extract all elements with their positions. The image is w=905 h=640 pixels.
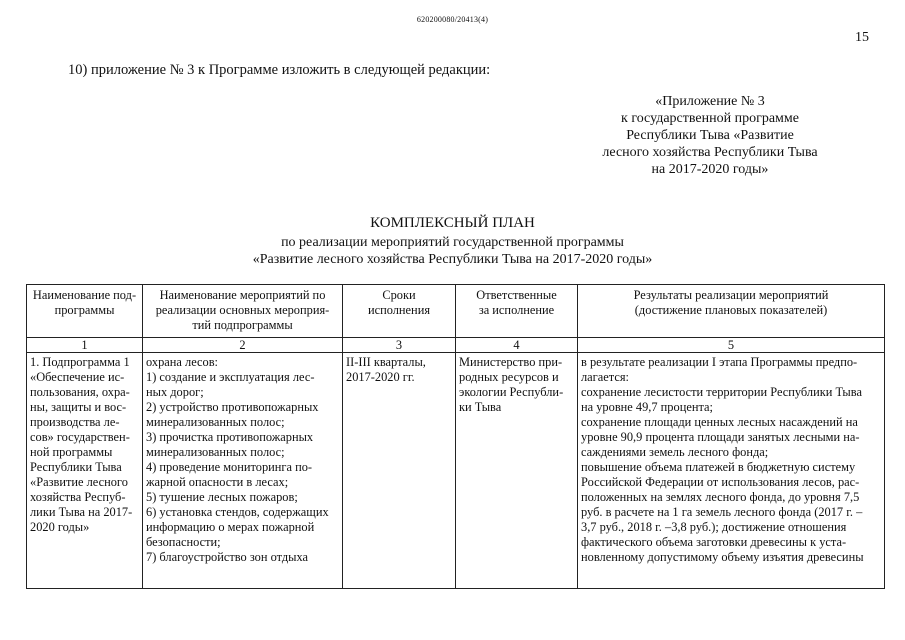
cell-text-line: Российской Федерации от использования лесов, рас- xyxy=(581,475,860,489)
activities-cell xyxy=(143,353,343,589)
header-cell: Наименование под- программы xyxy=(27,285,143,338)
cell-text-line: производства ле- xyxy=(30,415,120,429)
cell-text-line: 2) устройство противопожарных xyxy=(146,400,319,414)
cell-text-line: фактического объема заготовки древесины к уста- xyxy=(581,535,847,549)
appendix-line: «Приложение № 3 xyxy=(655,94,765,109)
cell-text-line: руб. в расчете на 1 га земель лесного фонда (2017 г. – xyxy=(581,505,863,519)
plan-subtitle-line: «Развитие лесного хозяйства Республики Тыва на 2017-2020 годы» xyxy=(252,252,653,267)
appendix-line: к государственной программе xyxy=(621,111,799,126)
header-cell: Результаты реализации мероприятий (достижение плановых показателей) xyxy=(578,285,885,338)
cell-text-line: хозяйства Респуб- xyxy=(30,490,126,504)
cell-text-line: 3,7 руб., 2018 г. –3,8 руб.); достижение отношения xyxy=(581,520,847,534)
cell-text-line: 1) создание и эксплуатация лес- xyxy=(146,370,315,384)
cell-text-line: 7) благоустройство зон отдыха xyxy=(146,550,309,564)
cell-text-line: родных ресурсов и xyxy=(459,370,559,384)
cell-text-line: на уровне 49,7 процента; xyxy=(581,400,713,414)
cell-text-line: лики Тыва на 2017- xyxy=(30,505,133,519)
cell-text-line: ных дорог; xyxy=(146,385,204,399)
cell-text-line: 2020 годы» xyxy=(30,520,90,534)
cell-text-line: повышение объема платежей в бюджетную систему xyxy=(581,460,856,474)
plan-title: КОМПЛЕКСНЫЙ ПЛАН xyxy=(370,215,535,231)
column-number: 2 xyxy=(143,338,343,353)
cell-text-line: уровне 90,9 процента площади занятых лесными на- xyxy=(581,430,860,444)
header-cell: Наименование мероприятий по реализации основных мероприя- тий подпрограммы xyxy=(143,285,343,338)
document-number: 620200080/20413(4) xyxy=(416,15,489,24)
cell-text-line: Министерство при- xyxy=(459,355,563,369)
cell-text-line: 5) тушение лесных пожаров; xyxy=(146,490,298,504)
column-number: 3 xyxy=(343,338,456,353)
cell-text-line: сохранение площади ценных лесных насаждений на xyxy=(581,415,858,429)
cell-text-line: II-III кварталы, xyxy=(346,355,426,369)
cell-text-line: 1. Подпрограмма 1 xyxy=(30,355,130,369)
results-cell xyxy=(578,353,885,589)
cell-text-line: информацию о мерах пожарной xyxy=(146,520,315,534)
subprogram-cell xyxy=(27,353,143,589)
cell-text-line: ки Тыва xyxy=(459,400,502,414)
appendix-line: лесного хозяйства Республики Тыва xyxy=(602,145,818,160)
cell-text-line: минерализованных полос; xyxy=(146,445,285,459)
cell-text-line: саждениями земель лесного фонда; xyxy=(581,445,769,459)
cell-text-line: сохранение лесистости территории Республики Тыва xyxy=(581,385,862,399)
cell-text-line: положенных на землях лесного фонда, до уровня 7,5 xyxy=(581,490,860,504)
appendix-line: Республики Тыва «Развитие xyxy=(626,128,794,143)
cell-text-line: безопасности; xyxy=(146,535,221,549)
column-number: 1 xyxy=(27,338,143,353)
cell-text-line: жарной опасности в лесах; xyxy=(146,475,289,489)
cell-text-line: «Обеспечение ис- xyxy=(30,370,125,384)
cell-text-line: 3) прочистка противопожарных xyxy=(146,430,314,444)
table-row xyxy=(27,353,885,589)
plan-table xyxy=(26,284,885,589)
cell-text-line: ны, защиты и вос- xyxy=(30,400,127,414)
column-number-row xyxy=(27,338,885,353)
cell-text-line: новленному допустимому объему изъятия древесины xyxy=(581,550,864,564)
column-number: 5 xyxy=(578,338,885,353)
page-number: 15 xyxy=(855,30,869,45)
cell-text-line: минерализованных полос; xyxy=(146,415,285,429)
cell-text-line: охрана лесов: xyxy=(146,355,218,369)
cell-text-line: Республики Тыва xyxy=(30,460,122,474)
cell-text-line: 4) проведение мониторинга по- xyxy=(146,460,313,474)
appendix-line: на 2017-2020 годы» xyxy=(651,162,769,177)
header-cell: Сроки исполнения xyxy=(343,285,456,338)
cell-text-line: 6) установка стендов, содержащих xyxy=(146,505,329,519)
cell-text-line: в результате реализации I этапа Программы предпо- xyxy=(581,355,858,369)
intro-paragraph: 10) приложение № 3 к Программе изложить в следующей редакции: xyxy=(68,62,491,78)
deadline-cell xyxy=(343,353,456,589)
appendix-heading xyxy=(560,93,860,178)
cell-text-line: лагается: xyxy=(581,370,629,384)
cell-text-line: пользования, охра- xyxy=(30,385,130,399)
table-header-row xyxy=(27,285,885,338)
cell-text-line: сов» государствен- xyxy=(30,430,130,444)
column-number: 4 xyxy=(456,338,578,353)
cell-text-line: экологии Республи- xyxy=(459,385,564,399)
responsible-cell xyxy=(456,353,578,589)
plan-subtitle-line: по реализации мероприятий государственной программы xyxy=(281,235,624,250)
cell-text-line: ной программы xyxy=(30,445,113,459)
header-cell: Ответственные за исполнение xyxy=(456,285,578,338)
cell-text-line: 2017-2020 гг. xyxy=(346,370,415,384)
cell-text-line: «Развитие лесного xyxy=(30,475,128,489)
